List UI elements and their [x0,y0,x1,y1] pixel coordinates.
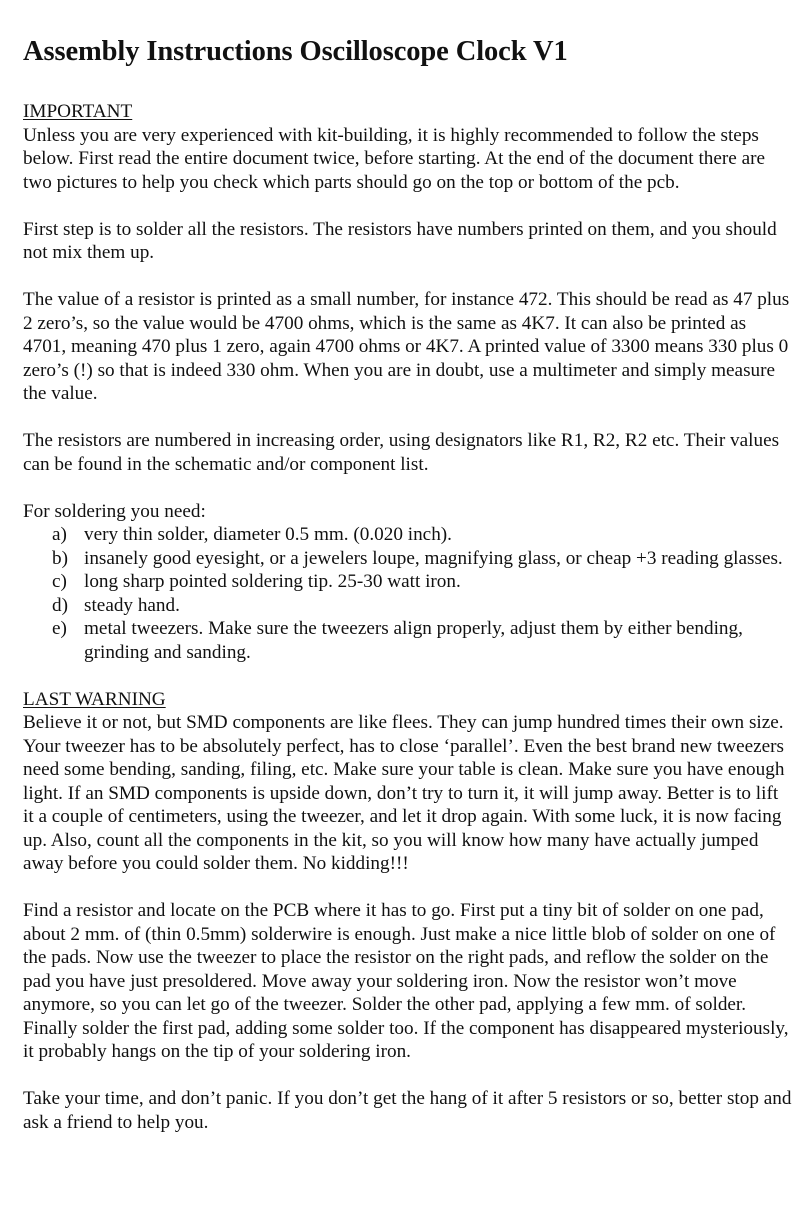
list-marker: d) [52,594,68,616]
list-item-text: long sharp pointed soldering tip. 25-30 watt iron. [84,571,461,592]
list-marker: a) [52,524,67,545]
list-marker: e) [52,618,67,639]
first-step-paragraph: First step is to solder all the resistors. The resistors have numbers printed on them, and you should not mix them up. [23,218,777,263]
soldering-requirements-list [23,523,793,664]
important-paragraph: Unless you are very experienced with kit-building, it is highly recommended to follow the steps below. First read the entire document twice, before starting. At the end of the document there are two pictures to help you check which parts should go on the top or bottom of the pcb. [23,124,766,193]
resistor-numbering-paragraph: The resistors are numbered in increasing order, using designators like R1, R2, R2 etc. Their values can be found in the schematic and/or component list. [23,430,780,475]
list-item-text: very thin solder, diameter 0.5 mm. (0.020 inch). [84,524,452,545]
document-page [23,32,793,1158]
document-title: Assembly Instructions Oscilloscope Clock V1 [23,36,568,67]
take-your-time-paragraph: Take your time, and don’t panic. If you don’t get the hang of it after 5 resistors or so, better stop and ask a friend to help you. [23,1088,792,1133]
list-item-text: steady hand. [84,594,180,616]
list-item [23,594,793,618]
important-heading: IMPORTANT [23,101,133,122]
list-marker: b) [52,547,68,569]
list-item-text: insanely good eyesight, or a jewelers loupe, magnifying glass, or cheap +3 reading glasses. [84,547,783,569]
list-item-text: metal tweezers. Make sure the tweezers align properly, adjust them by either bending, grinding and sanding. [84,618,743,663]
last-warning-paragraph: Believe it or not, but SMD components are like flees. They can jump hundred times their own size. Your tweezer has to be absolutely perfect, has to close ‘parallel’. Even the best brand new tweezers need some bending, sanding, filing, etc. Make sure your table is clean. Make sure you have enough light. If an SMD components is upside down, don’t try to turn it, it will jump away. Better is to lift it a couple of centimeters, using the tweezer, and let it drop again. With some luck, it is now facing up. Also, count all the components in the kit, so you will know how many have actually jumped away before you could solder them. No kidding!!! [23,712,785,874]
list-marker: c) [52,571,67,592]
list-item [23,617,793,664]
list-item [23,523,793,547]
list-item [23,547,793,571]
find-resistor-paragraph: Find a resistor and locate on the PCB where it has to go. First put a tiny bit of solder on one pad, about 2 mm. of (thin 0.5mm) solderwire is enough. Just make a nice little blob of solder on one of the pads. Now use the tweezer to place the resistor on the right pads, and reflow the solder on the pad you have just presoldered. Move away your soldering iron. Now the resistor won’t move anymore, so you can let go of the tweezer. Solder the other pad, applying a few mm. of solder. Finally solder the first pad, adding some solder too. If the component has disappeared mysteriously, it probably hangs on the tip of your soldering iron. [23,900,789,1062]
resistor-value-paragraph: The value of a resistor is printed as a small number, for instance 472. This should be read as 47 plus 2 zero’s, so the value would be 4700 ohms, which is the same as 4K7. It can also be printed as 4701, meaning 470 plus 1 zero, again 4700 ohms or 4K7. A printed value of 3300 means 330 plus 0 zero’s (!) so that is indeed 330 ohm. When you are in doubt, use a multimeter and simply measure the value. [23,289,790,404]
soldering-intro: For soldering you need: [23,500,206,522]
list-item [23,570,793,594]
last-warning-heading: LAST WARNING [23,688,166,710]
